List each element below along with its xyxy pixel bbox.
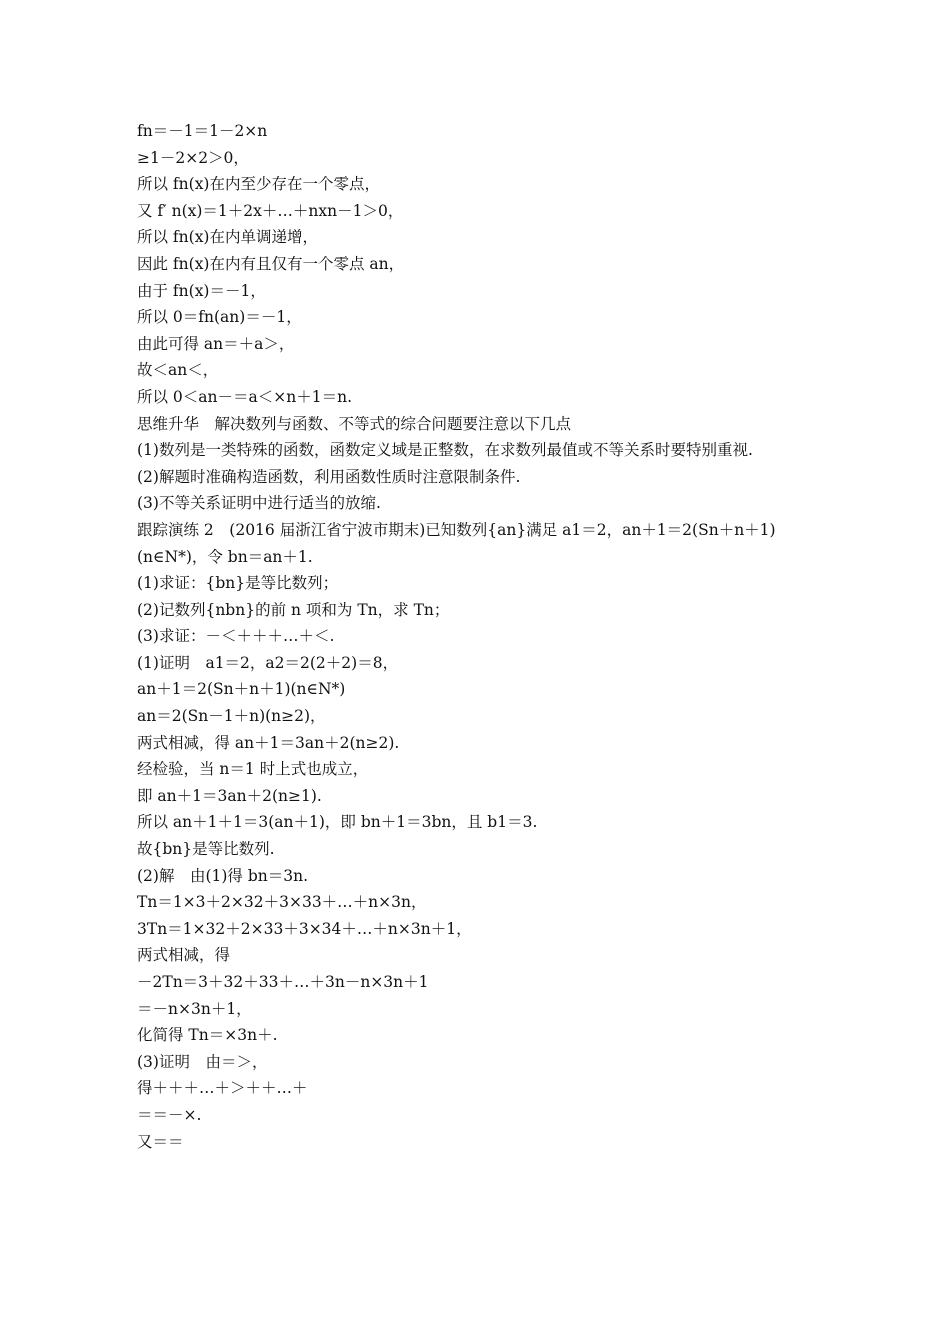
text-line: 所以 0＝fn(an)＝－1， <box>137 308 302 327</box>
text-line: 因此 fn(x)在内有且仅有一个零点 an， <box>137 254 405 273</box>
text-line: (3)不等关系证明中进行适当的放缩. <box>137 494 381 513</box>
text-line: 两式相减，得 an＋1＝3an＋2(n≥2). <box>137 733 400 752</box>
text-line: an＝2(Sn－1＋n)(n≥2)， <box>137 707 326 726</box>
text-line: (2)记数列{nbn}的前 n 项和为 Tn，求 Tn； <box>137 600 450 619</box>
text-line: an＋1＝2(Sn＋n＋1)(n∈N*) <box>137 680 346 699</box>
text-line: ＝＝－×. <box>137 1105 202 1124</box>
text-line: 两式相减，得 <box>137 946 231 965</box>
text-line: 所以 an＋1＋1＝3(an＋1)，即 bn＋1＝3bn，且 b1＝3. <box>137 813 538 832</box>
text-line: 即 an＋1＝3an＋2(n≥1). <box>137 786 322 805</box>
text-line: (3)求证：－＜＋＋＋…＋＜. <box>137 627 335 646</box>
text-line: 3Tn＝1×32＋2×33＋3×34＋…＋n×3n＋1， <box>137 919 472 938</box>
exercise-heading: 跟踪演练 2 (2016 届浙江省宁波市期末)已知数列{an}满足 a1＝2，an＋1＝2(Sn＋n＋1) <box>137 520 776 539</box>
text-line: (n∈N*)，令 bn＝an＋1. <box>137 547 313 566</box>
text-line: 由此可得 an＝＋a＞， <box>137 334 295 353</box>
text-line: (1)求证：{bn}是等比数列； <box>137 574 339 593</box>
document-body <box>137 118 837 1155</box>
text-line: 故＜an＜， <box>137 361 219 380</box>
text-line: ＝－n×3n＋1， <box>137 999 252 1018</box>
text-line: 故{bn}是等比数列. <box>137 840 275 859</box>
text-line: (2)解 由(1)得 bn＝3n. <box>137 866 309 885</box>
text-line: 所以 fn(x)在内单调递增， <box>137 228 318 247</box>
text-line: 又 f′ n(x)＝1＋2x＋…＋nxn－1＞0， <box>137 201 404 220</box>
text-line: (2)解题时准确构造函数，利用函数性质时注意限制条件. <box>137 467 521 486</box>
text-line: (3)证明 由＝＞， <box>137 1052 268 1071</box>
text-line: 所以 fn(x)在内至少存在一个零点， <box>137 175 380 194</box>
section-heading: 思维升华 解决数列与函数、不等式的综合问题要注意以下几点 <box>137 414 572 433</box>
text-line: －2Tn＝3＋32＋33＋…＋3n－n×3n＋1 <box>137 973 429 991</box>
text-line: Tn＝1×3＋2×32＋3×33＋…＋n×3n， <box>137 893 427 912</box>
text-line: 由于 fn(x)＝－1， <box>137 281 266 300</box>
text-line: ≥1－2×2＞0， <box>137 148 249 167</box>
text-line: 经检验，当 n＝1 时上式也成立， <box>137 760 369 779</box>
text-line: 又＝＝ <box>137 1132 184 1151</box>
text-line: (1)证明 a1＝2，a2＝2(2＋2)＝8， <box>137 653 399 672</box>
text-line: fn＝－1＝1－2×n <box>137 122 268 140</box>
text-line: 得＋＋＋…＋＞＋＋…＋ <box>137 1079 308 1098</box>
text-line: (1)数列是一类特殊的函数，函数定义域是正整数，在求数列最值或不等关系时要特别重视. <box>137 441 753 460</box>
text-line: 化简得 Tn＝×3n＋. <box>137 1026 278 1045</box>
text-line: 所以 0＜an－＝a＜×n＋1＝n. <box>137 387 352 406</box>
